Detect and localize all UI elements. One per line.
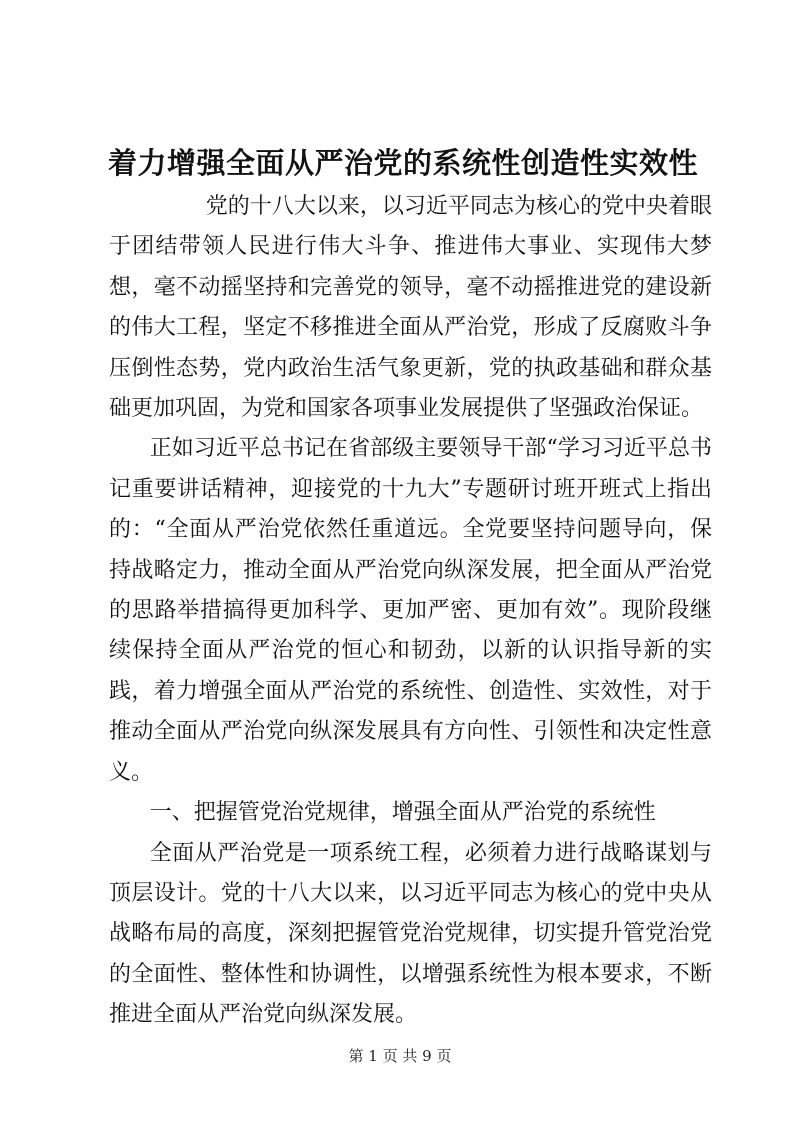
page-number-footer: 第 1 页 共 9 页 (348, 1047, 452, 1065)
paragraph-section-1: 全面从严治党是一项系统工程，必须着力进行战略谋划与顶层设计。党的十八大以来，以习近平同志为核心的党中央从战略布局的高度，深刻把握管党治党规律，切实提升管党治党的全面性、整体性和协调性，以增强系统性为根本要求，不断推进全面从严治党向纵深发展。 (109, 840, 712, 1028)
document-body (109, 187, 712, 1036)
paragraph-quote: 正如习近平总书记在省部级主要领导干部“学习习近平总书记重要讲话精神，迎接党的十九大”专题研讨班开班式上指出的：“全面从严治党依然任重道远。全党要坚持问题导向，保持战略定力，推动全面从严治党向纵深发展，把全面从严治党的思路举措搞得更加科学、更加严密、更加有效”。现阶段继续保持全面从严治党的恒心和韧劲，以新的认识指导新的实践，着力增强全面从严治党的系统性、创造性、实效性，对于推动全面从严治党向纵深发展具有方向性、引领性和决定性意义。 (109, 436, 712, 785)
paragraph-intro: 党的十八大以来，以习近平同志为核心的党中央着眼于团结带领人民进行伟大斗争、推进伟大事业、实现伟大梦想，毫不动摇坚持和完善党的领导，毫不动摇推进党的建设新的伟大工程，坚定不移推进全面从严治党，形成了反腐败斗争压倒性态势，党内政治生活气象更新，党的执政基础和群众基础更加巩固，为党和国家各项事业发展提供了坚强政治保证。 (109, 194, 712, 422)
document-title: 着力增强全面从严治党的系统性创造性实效性 (108, 146, 699, 180)
section-heading-1: 一、把握管党治党规律，增强全面从严治党的系统性 (149, 800, 656, 826)
